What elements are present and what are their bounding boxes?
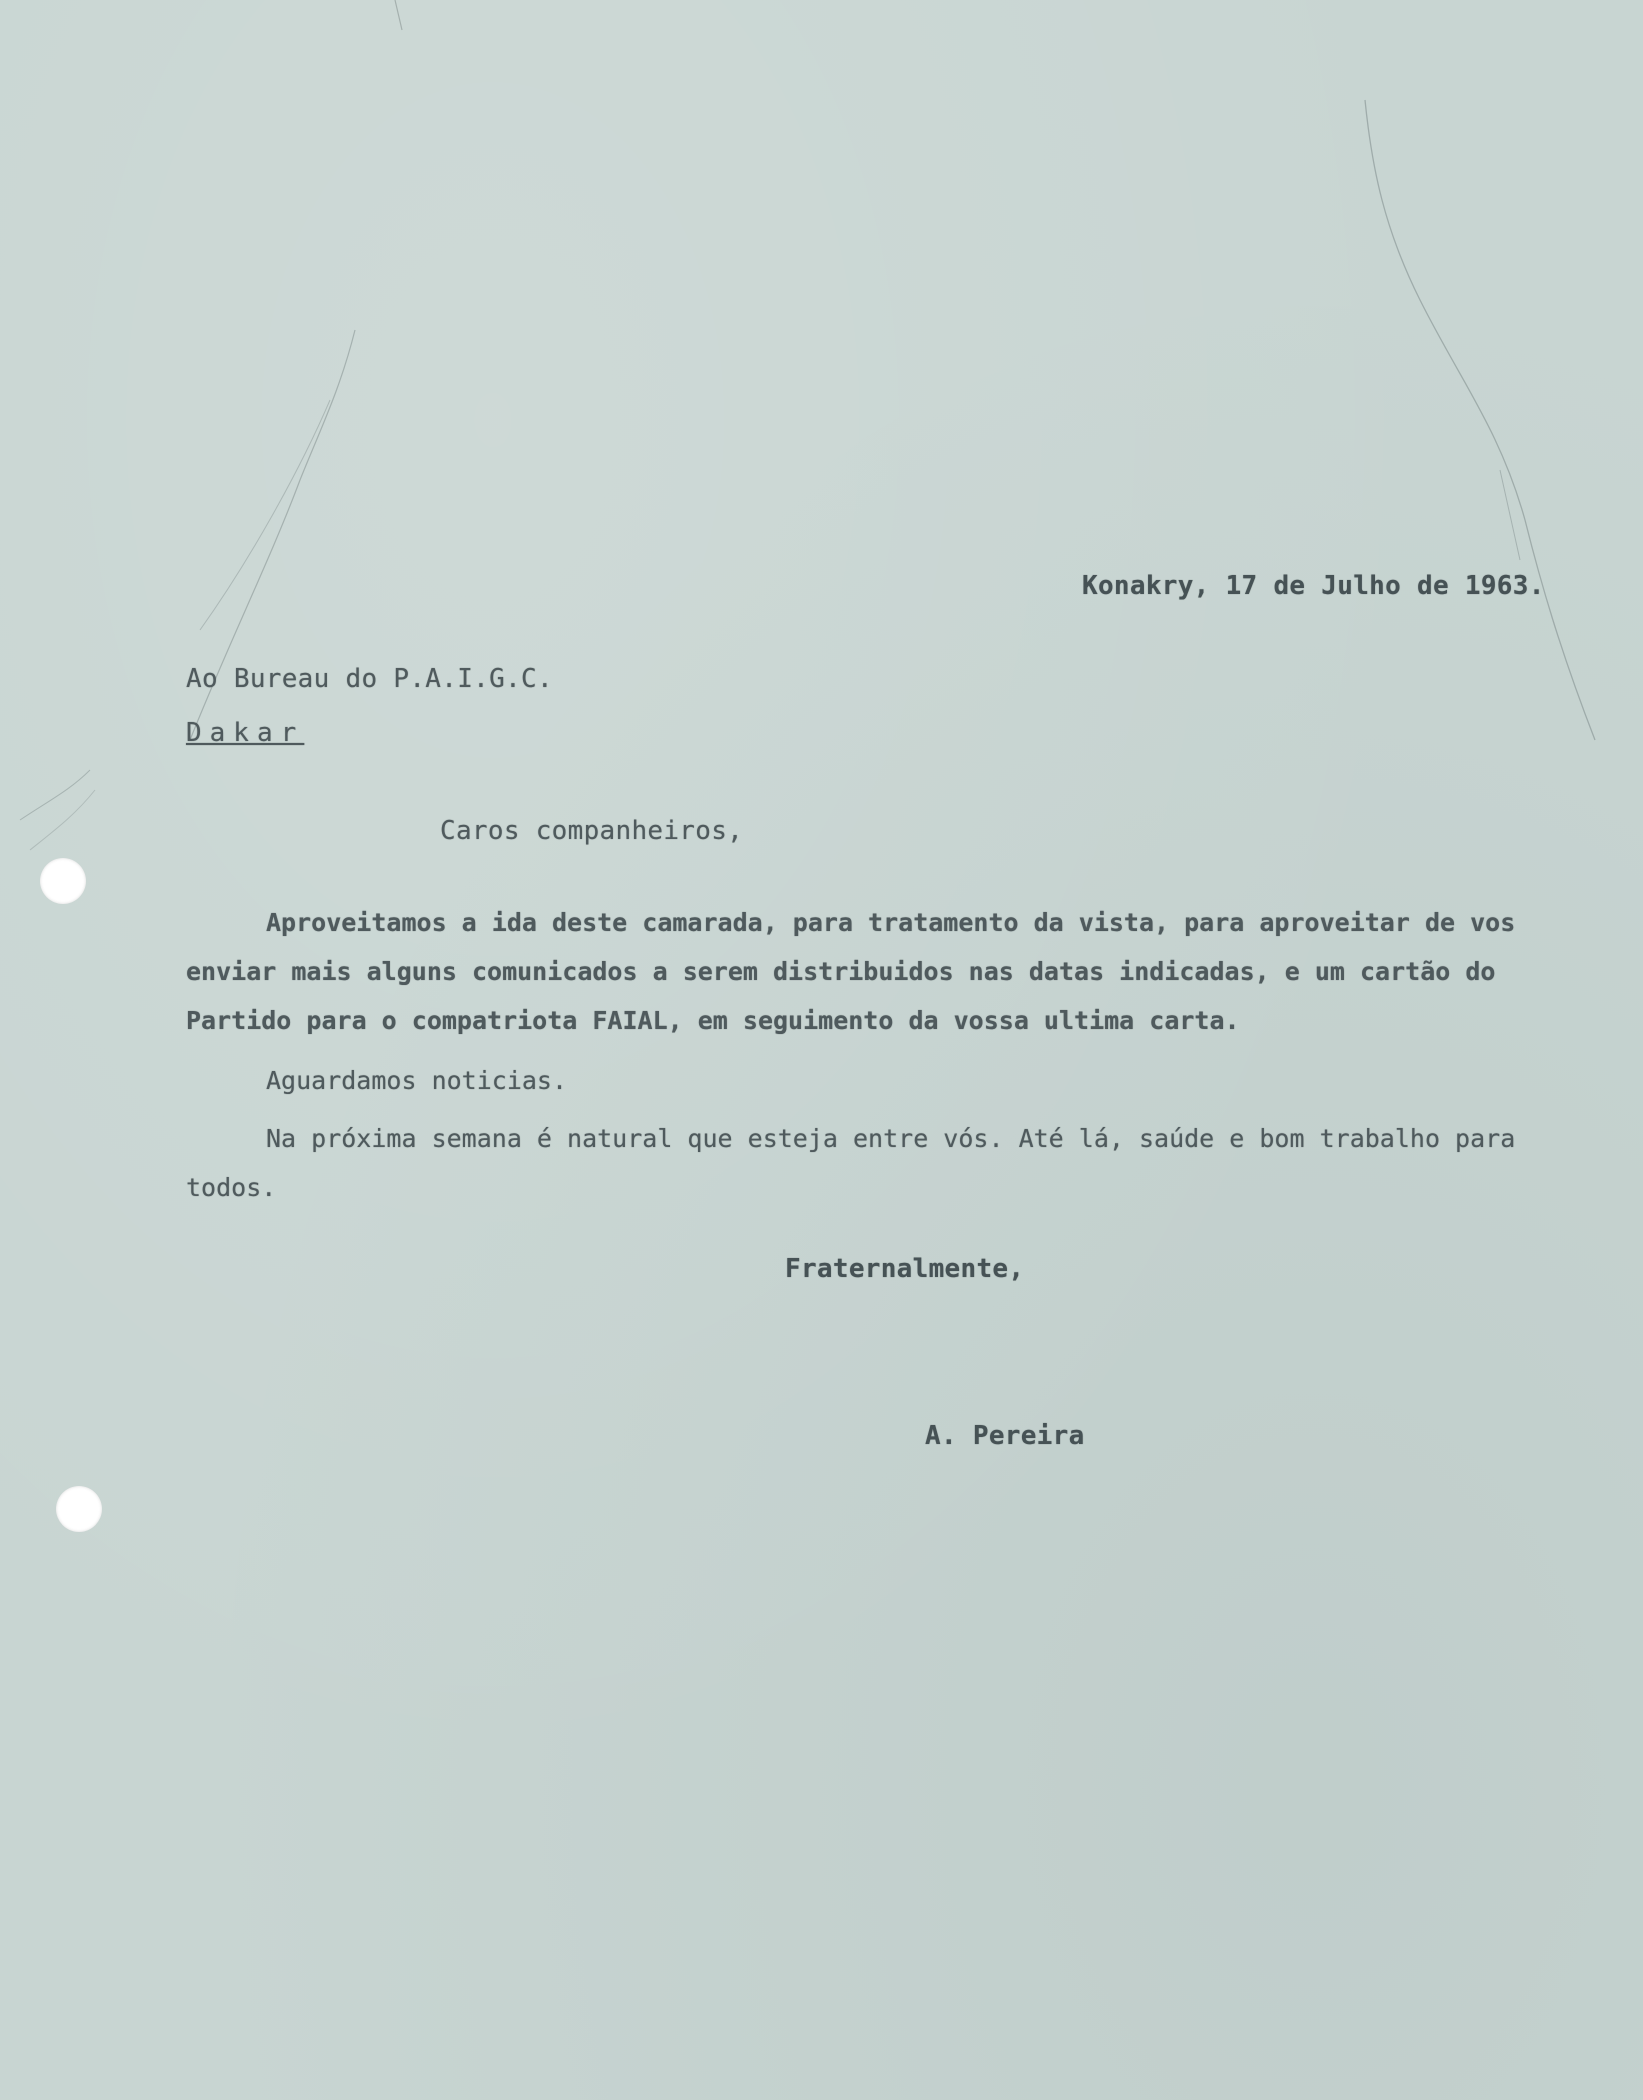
recipient-city: Dakar (186, 718, 305, 748)
body-paragraph: Aproveitamos a ida deste camarada, para tratamento da vista, para aproveitar de vos enviar mais alguns comunicados a serem distribuidos nas datas indicadas, e um cartão do Partido para o compatriota FAIAL, em seguimento da vossa ultima carta. (186, 908, 1516, 1035)
salutation: Caros companheiros, (440, 816, 744, 846)
place-date: Konakry, 17 de Julho de 1963. (1082, 571, 1545, 601)
punch-hole-lower (56, 1486, 102, 1532)
body-paragraph-closing: Na próxima semana é natural que esteja entre vós. Até lá, saúde e bom trabalho para todos. (186, 1124, 1516, 1202)
signature: A. Pereira (925, 1421, 1085, 1451)
closing: Fraternalmente, (785, 1254, 1025, 1284)
recipient-line: Ao Bureau do P.A.I.G.C. (186, 664, 553, 694)
body-paragraph-short: Aguardamos noticias. (266, 1066, 568, 1095)
punch-hole-upper (40, 858, 86, 904)
